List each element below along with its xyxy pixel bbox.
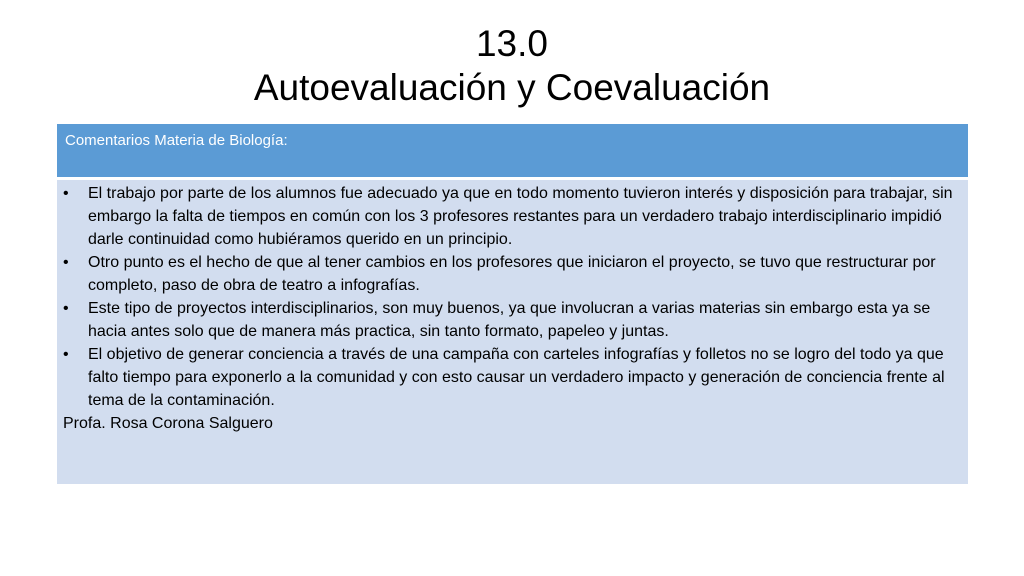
bullet-icon: • <box>63 346 69 363</box>
slide-title-text: Autoevaluación y Coevaluación <box>253 67 771 108</box>
list-item <box>63 297 960 343</box>
slide-title-number: 13.0 <box>475 23 548 64</box>
comments-table <box>57 124 968 484</box>
list-item <box>63 182 960 251</box>
slide-title <box>0 22 1024 110</box>
list-item-text: El trabajo por parte de los alumnos fue adecuado ya que en todo momento tuvieron interés y disposición para trabajar, sin embargo la falta de tiempos en común con los 3 profesores restantes para un verdadero trabajo interdisciplinario impidió darle continuidad como hubiéramos querido en un principio. <box>88 185 953 248</box>
bullet-icon: • <box>63 300 69 317</box>
table-header-cell <box>57 124 968 177</box>
list-item-text: El objetivo de generar conciencia a través de una campaña con carteles infografías y folletos no se logro del todo ya que falto tiempo para exponerlo a la comunidad y con esto causar un verdadero impacto y generación de conciencia frente al tema de la contaminación. <box>88 346 945 409</box>
comments-list <box>63 182 960 412</box>
table-body-cell <box>57 180 968 484</box>
list-item <box>63 343 960 412</box>
bullet-icon: • <box>63 185 69 202</box>
table-header-label: Comentarios Materia de Biología: <box>65 132 288 149</box>
list-item <box>63 251 960 297</box>
signature: Profa. Rosa Corona Salguero <box>63 415 273 432</box>
list-item-text: Este tipo de proyectos interdisciplinarios, son muy buenos, ya que involucran a varias materias sin embargo esta ya se hacia antes solo que de manera más practica, sin tanto formato, papeleo y juntas. <box>88 300 931 340</box>
list-item-text: Otro punto es el hecho de que al tener cambios en los profesores que iniciaron el proyecto, se tuvo que restructurar por completo, paso de obra de teatro a infografías. <box>88 254 936 294</box>
bullet-icon: • <box>63 254 69 271</box>
